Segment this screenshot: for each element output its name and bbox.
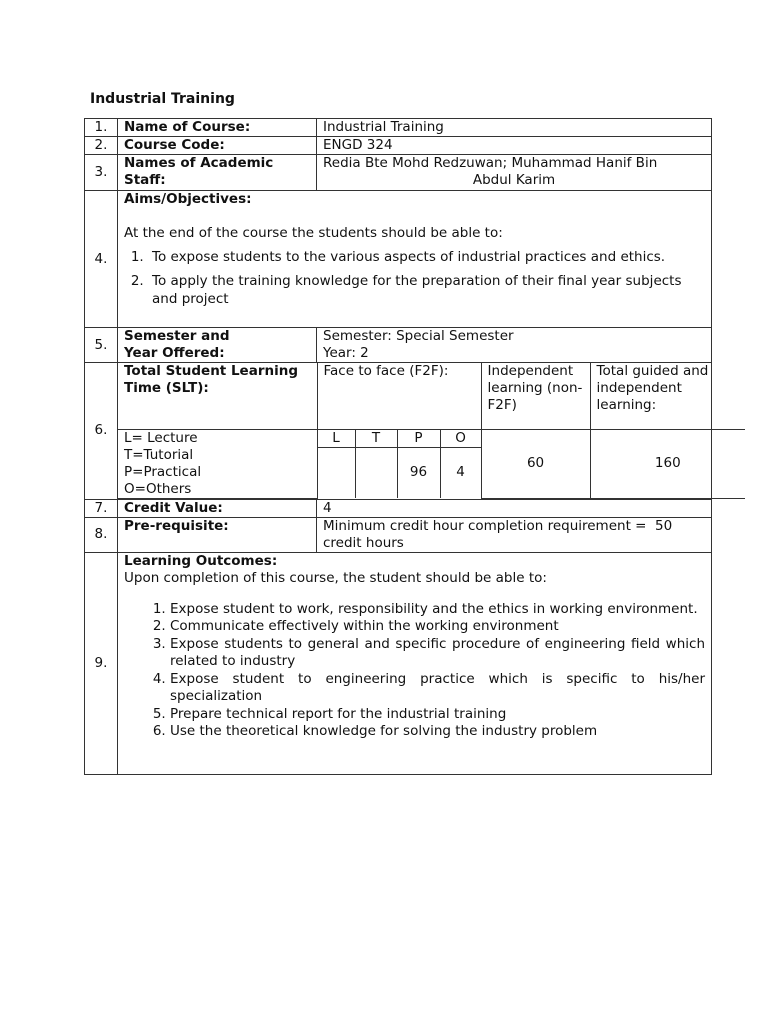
col-header-o: O <box>440 429 481 447</box>
course-code-value: ENGD 324 <box>317 137 712 155</box>
row-slt <box>85 363 712 500</box>
row-number: 6. <box>85 363 118 500</box>
slt-cell <box>118 363 712 500</box>
outcome-item: 1. Expose student to work, responsibility and the ethics in working environment. <box>170 601 705 619</box>
outcome-item: 6. Use the theoretical knowledge for solving the industry problem <box>170 723 705 741</box>
row-learning-outcomes <box>85 552 712 774</box>
row-aims <box>85 191 712 328</box>
credit-value-label: Credit Value: <box>118 499 317 517</box>
value-o: 4 <box>440 447 481 498</box>
outcome-item: 5. Prepare technical report for the industrial training <box>170 706 705 724</box>
slt-table <box>118 363 745 499</box>
total-value: 160 <box>590 429 745 498</box>
row-academic-staff <box>85 155 712 191</box>
row-course-name <box>85 119 712 137</box>
f2f-header: Face to face (F2F): <box>317 363 481 429</box>
legend-others: O=Others <box>124 480 192 497</box>
course-name-value: Industrial Training <box>317 119 712 137</box>
year-text: Year: 2 <box>323 345 369 361</box>
staff-line-1: Redia Bte Mohd Redzuwan; Muhammad Hanif Bin <box>323 155 658 171</box>
semester-label-line-2: Year Offered: <box>124 345 225 361</box>
aims-item: 1. To expose students to the various aspects of industrial practices and ethics. <box>148 248 705 266</box>
academic-staff-label: Names of Academic Staff: <box>118 155 317 191</box>
credit-value: 4 <box>317 499 712 517</box>
row-number: 3. <box>85 155 118 191</box>
learning-outcomes-intro: Upon completion of this course, the student should be able to: <box>124 569 547 586</box>
course-name-label: Name of Course: <box>118 119 317 137</box>
row-number: 8. <box>85 517 118 552</box>
slt-header-row <box>118 363 745 429</box>
legend-lecture: L= Lecture <box>124 429 198 446</box>
row-number: 7. <box>85 499 118 517</box>
aims-item: 2. To apply the training knowledge for the preparation of their final year subjects and project <box>148 272 705 308</box>
semester-value <box>317 328 712 363</box>
academic-staff-value <box>317 155 712 191</box>
aims-list <box>124 248 705 308</box>
page-title: Industrial Training <box>90 91 235 107</box>
learning-outcomes-list <box>124 601 705 741</box>
nonf2f-header: Independent learning (non-F2F) <box>481 363 590 429</box>
row-credit-value <box>85 499 712 517</box>
row-prerequisite <box>85 517 712 552</box>
aims-intro: At the end of the course the students should be able to: <box>124 225 503 241</box>
aims-label: Aims/Objectives: <box>124 191 252 207</box>
col-header-l: L <box>317 429 355 447</box>
semester-label-line-1: Semester and <box>124 328 230 344</box>
slt-legend <box>118 429 317 498</box>
outcome-item: 3. Expose students to general and specific procedure of engineering field which related to industry <box>170 636 705 671</box>
col-header-t: T <box>355 429 397 447</box>
aims-cell <box>118 191 712 328</box>
row-number: 4. <box>85 191 118 328</box>
semester-text: Semester: Special Semester <box>323 328 514 344</box>
row-number: 1. <box>85 119 118 137</box>
row-number: 5. <box>85 328 118 363</box>
legend-practical: P=Practical <box>124 463 202 480</box>
staff-line-2: Abdul Karim <box>472 172 556 188</box>
nonf2f-value: 60 <box>481 429 590 498</box>
col-header-p: P <box>397 429 440 447</box>
row-number: 2. <box>85 137 118 155</box>
slt-label: Total Student Learning Time (SLT): <box>118 363 317 429</box>
row-course-code <box>85 137 712 155</box>
row-number: 9. <box>85 552 118 774</box>
outcome-item: 2. Communicate effectively within the working environment <box>170 618 705 636</box>
learning-outcomes-label: Learning Outcomes: <box>124 552 278 569</box>
prerequisite-value: Minimum credit hour completion requirement = 50 credit hours <box>317 517 712 552</box>
course-code-label: Course Code: <box>118 137 317 155</box>
legend-tutorial: T=Tutorial <box>124 446 194 463</box>
prerequisite-label: Pre-requisite: <box>118 517 317 552</box>
slt-columns-row <box>118 429 745 447</box>
outcome-item: 4. Expose student to engineering practice which is specific to his/her specialization <box>170 671 705 706</box>
value-l <box>317 447 355 498</box>
learning-outcomes-cell <box>118 552 712 774</box>
row-semester <box>85 328 712 363</box>
total-header: Total guided and independent learning: <box>590 363 745 429</box>
course-info-table <box>84 118 712 775</box>
value-p: 96 <box>397 447 440 498</box>
value-t <box>355 447 397 498</box>
semester-label <box>118 328 317 363</box>
